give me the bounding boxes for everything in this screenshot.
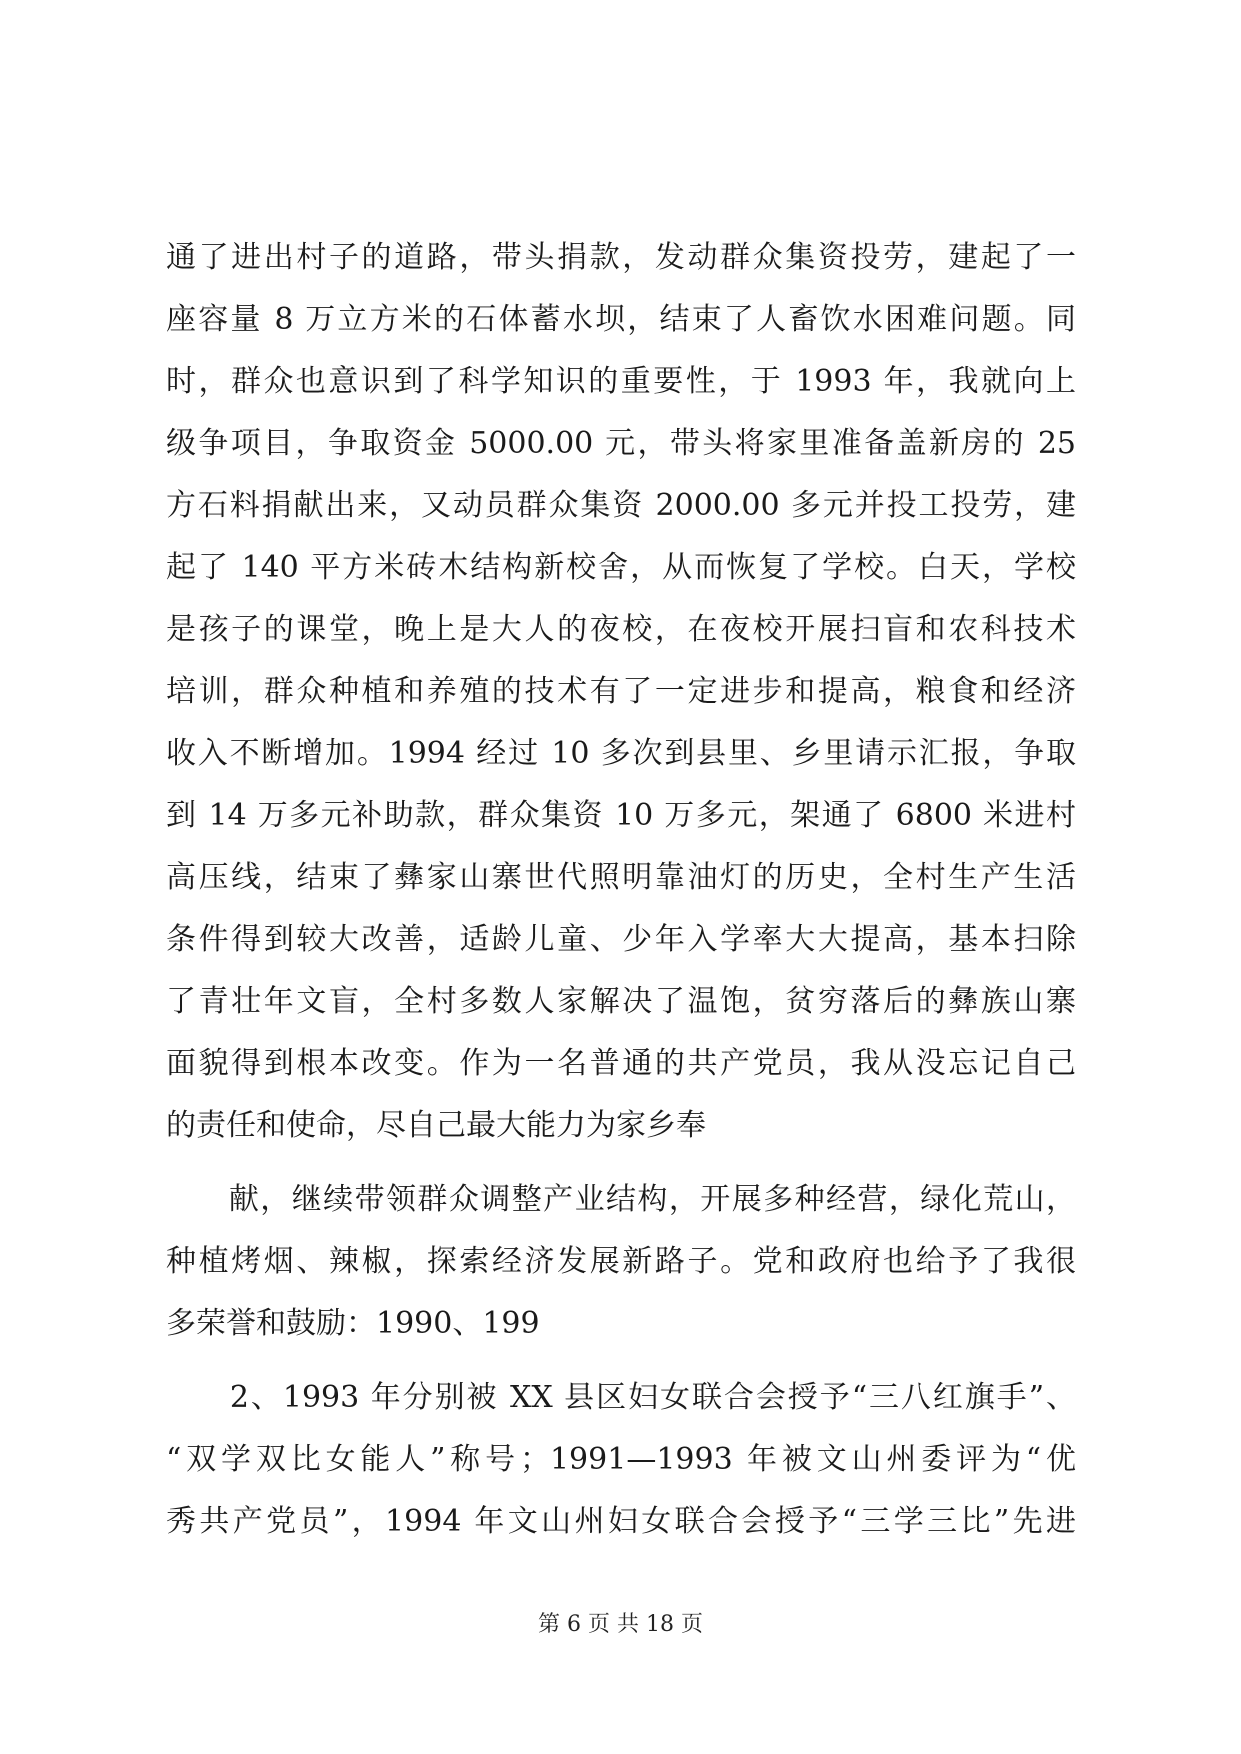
text-line: 是孩子的课堂，晚上是大人的夜校，在夜校开展扫盲和农科技术 [166, 612, 1076, 647]
text-line: 秀共产党员”，1994 年文山州妇女联合会授予“三学三比”先进 [166, 1504, 1076, 1539]
text-line: 的责任和使命，尽自己最大能力为家乡奉 [166, 1108, 706, 1143]
paragraph-spacer [166, 1355, 1076, 1367]
text-line: 座容量 8 万立方米的石体蓄水坝，结束了人畜饮水困难问题。同 [166, 302, 1076, 337]
page-number-footer: 第 6 页 共 18 页 [538, 1612, 703, 1637]
document-body [166, 227, 1076, 1553]
text-line: 起了 140 平方米砖木结构新校舍，从而恢复了学校。白天，学校 [166, 550, 1076, 585]
text-line: 了青壮年文盲，全村多数人家解决了温饱，贫穷落后的彝族山寨 [166, 984, 1076, 1019]
paragraph-spacer [166, 1157, 1076, 1169]
text-line: 2、1993 年分别被 XX 县区妇女联合会授予“三八红旗手”、 [166, 1380, 1076, 1415]
paragraph [166, 1169, 1076, 1355]
text-line: 种植烤烟、辣椒，探索经济发展新路子。党和政府也给予了我很 [166, 1244, 1076, 1279]
text-line: 收入不断增加。1994 经过 10 多次到县里、乡里请示汇报，争取 [166, 736, 1076, 771]
text-line: 多荣誉和鼓励：1990、199 [166, 1306, 540, 1341]
paragraph [166, 1367, 1076, 1553]
text-line: 通了进出村子的道路，带头捐款，发动群众集资投劳，建起了一 [166, 240, 1076, 275]
text-line: “双学双比女能人”称号；1991—1993 年被文山州委评为“优 [166, 1442, 1076, 1477]
paragraph [166, 227, 1076, 1157]
text-line: 面貌得到根本改变。作为一名普通的共产党员，我从没忘记自己 [166, 1046, 1076, 1081]
text-line: 献，继续带领群众调整产业结构，开展多种经营，绿化荒山， [166, 1182, 1076, 1217]
text-line: 培训，群众种植和养殖的技术有了一定进步和提高，粮食和经济 [166, 674, 1076, 709]
text-line: 条件得到较大改善，适龄儿童、少年入学率大大提高，基本扫除 [166, 922, 1076, 957]
text-line: 级争项目，争取资金 5000.00 元，带头将家里准备盖新房的 25 [166, 426, 1076, 461]
text-line: 方石料捐献出来，又动员群众集资 2000.00 多元并投工投劳，建 [166, 488, 1076, 523]
text-line: 高压线，结束了彝家山寨世代照明靠油灯的历史，全村生产生活 [166, 860, 1076, 895]
text-line: 到 14 万多元补助款，群众集资 10 万多元，架通了 6800 米进村 [166, 798, 1076, 833]
text-line: 时，群众也意识到了科学知识的重要性，于 1993 年，我就向上 [166, 364, 1076, 399]
